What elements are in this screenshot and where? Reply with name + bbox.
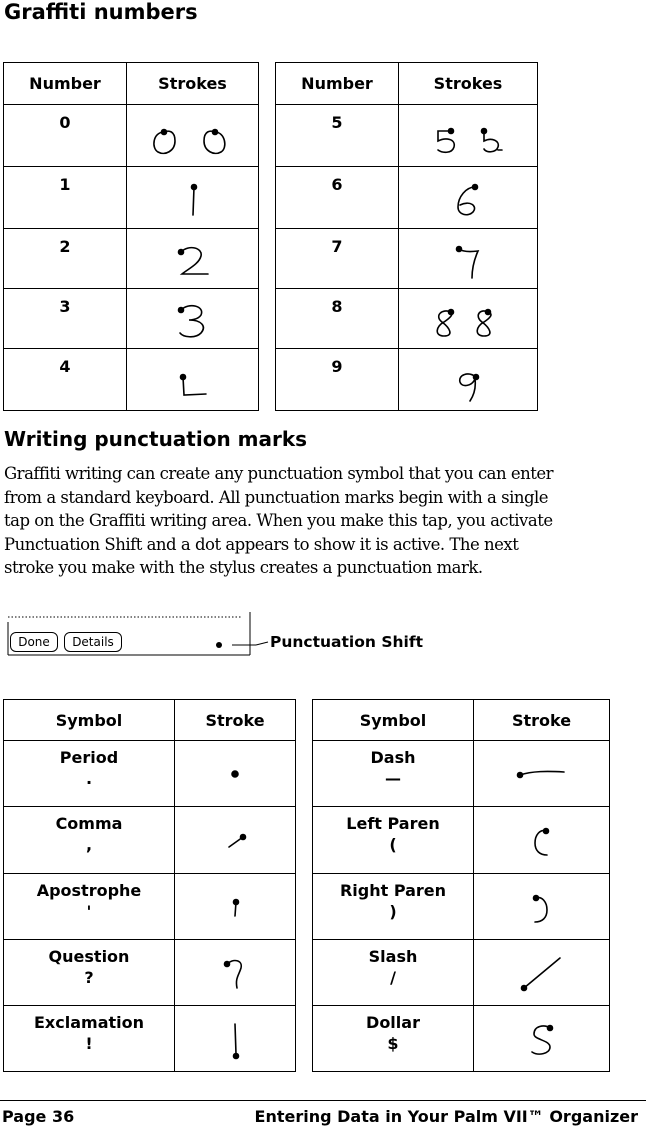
number-label: 8 [276, 289, 399, 349]
right-paren-stroke-icon [533, 895, 547, 922]
stroke-cell [127, 289, 259, 349]
page-number: Page 36 [2, 1107, 75, 1126]
punctuation-table-left [3, 699, 296, 1072]
punctuation-shift-dot-icon [216, 642, 222, 648]
stroke-cell [474, 940, 610, 1006]
symbol-name: Question [48, 947, 130, 966]
number-label: 5 [276, 105, 399, 167]
stroke-cell [127, 105, 259, 167]
punctuation-shift-label: Punctuation Shift [270, 633, 423, 651]
dash-stroke-icon [517, 771, 564, 777]
symbol-cell [4, 940, 175, 1006]
stroke-cell [175, 741, 296, 807]
table-row [4, 741, 296, 807]
dollar-stroke-icon [532, 1025, 553, 1054]
stroke-cell [399, 105, 538, 167]
stroke-cell [175, 807, 296, 874]
stroke-cell [474, 874, 610, 940]
table-row [4, 105, 259, 167]
symbol-cell [313, 874, 474, 940]
six-icon [458, 184, 478, 214]
punctuation-paragraph [4, 462, 640, 580]
five-a-icon [438, 128, 454, 152]
left-paren-stroke-icon [535, 829, 549, 856]
stroke-cell [474, 807, 610, 874]
comma-stroke-icon [229, 835, 246, 848]
slash-stroke-icon [521, 958, 560, 991]
symbol-glyph: ? [84, 968, 94, 987]
page-footer [0, 1100, 646, 1126]
nine-icon [460, 374, 479, 401]
punctuation-shift-figure [6, 610, 426, 660]
symbol-cell [4, 874, 175, 940]
stroke-cell [474, 741, 610, 807]
symbol-glyph: . [85, 769, 93, 788]
symbol-cell [313, 1006, 474, 1072]
symbol-cell [4, 1006, 175, 1072]
column-header-stroke: Stroke [175, 700, 296, 741]
one-icon [191, 184, 196, 215]
symbol-cell [4, 741, 175, 807]
number-label: 6 [276, 167, 399, 229]
table-row [276, 105, 538, 167]
symbol-glyph: , [85, 835, 93, 854]
symbol-name: Apostrophe [36, 881, 142, 900]
symbol-name: Right Paren [339, 881, 447, 900]
symbol-cell [4, 807, 175, 874]
zero-b-icon [204, 129, 225, 153]
table-row [4, 289, 259, 349]
column-header-strokes: Strokes [399, 63, 538, 105]
table-row [4, 1006, 296, 1072]
eight-a-icon [437, 309, 453, 336]
symbol-glyph: ) [389, 902, 397, 921]
paragraph-line: from a standard keyboard. All punctuation marks begin with a single [4, 487, 549, 507]
symbol-glyph: — [385, 769, 401, 788]
column-header-number: Number [276, 63, 399, 105]
column-header-symbol: Symbol [313, 700, 474, 741]
table-row [4, 229, 259, 289]
symbol-glyph: ( [389, 835, 397, 854]
table-row [4, 940, 296, 1006]
symbol-cell [313, 940, 474, 1006]
symbol-name: Period [59, 748, 119, 767]
numbers-table-right [275, 62, 538, 411]
symbol-name: Dollar [366, 1013, 420, 1032]
two-icon [178, 247, 208, 273]
column-header-strokes: Strokes [127, 63, 259, 105]
period-stroke-icon [232, 771, 238, 777]
table-row [313, 741, 610, 807]
symbol-name: Left Paren [346, 814, 440, 833]
number-label: 9 [276, 349, 399, 411]
stroke-cell [175, 874, 296, 940]
column-header-symbol: Symbol [4, 700, 175, 741]
table-row [313, 940, 610, 1006]
table-row [4, 807, 296, 874]
number-label: 0 [4, 105, 127, 167]
chapter-title: Entering Data in Your Palm VII™ Organizer [254, 1107, 638, 1126]
punctuation-table-right [312, 699, 610, 1072]
seven-icon [457, 246, 479, 278]
number-label: 3 [4, 289, 127, 349]
stroke-cell [474, 1006, 610, 1072]
table-row [313, 874, 610, 940]
stroke-cell [127, 229, 259, 289]
table-row [313, 1006, 610, 1072]
paragraph-line: Punctuation Shift and a dot appears to show it is active. The next [4, 534, 519, 554]
stroke-cell [175, 940, 296, 1006]
number-label: 1 [4, 167, 127, 229]
symbol-name: Dash [370, 748, 416, 767]
symbol-glyph: ' [86, 902, 92, 921]
paragraph-line: stroke you make with the stylus creates a punctuation mark. [4, 558, 483, 577]
zero-a-icon [153, 129, 174, 153]
symbol-name: Exclamation [34, 1013, 144, 1032]
number-label: 2 [4, 229, 127, 289]
table-row [276, 289, 538, 349]
table-row [313, 807, 610, 874]
paragraph-line: tap on the Graffiti writing area. When you make this tap, you activate [4, 511, 553, 530]
paragraph-line: Graffiti writing can create any punctuation symbol that you can enter [4, 464, 554, 483]
stroke-cell [399, 167, 538, 229]
number-label: 7 [276, 229, 399, 289]
question-stroke-icon [225, 960, 242, 987]
column-header-stroke: Stroke [474, 700, 610, 741]
symbol-name: Slash [368, 947, 418, 966]
section-title-punctuation: Writing punctuation marks [4, 427, 308, 451]
stroke-cell [127, 349, 259, 411]
column-header-number: Number [4, 63, 127, 105]
three-icon [178, 305, 203, 336]
four-icon [180, 374, 206, 395]
details-button[interactable]: Details [64, 632, 122, 652]
table-row [4, 874, 296, 940]
section-title-graffiti-numbers: Graffiti numbers [4, 0, 198, 24]
table-row [4, 167, 259, 229]
done-button[interactable]: Done [10, 632, 58, 652]
stroke-cell [399, 229, 538, 289]
symbol-glyph: $ [387, 1034, 399, 1053]
table-row [276, 167, 538, 229]
stroke-cell [127, 167, 259, 229]
stroke-cell [399, 349, 538, 411]
number-label: 4 [4, 349, 127, 411]
apostrophe-stroke-icon [234, 899, 239, 916]
symbol-glyph: / [390, 968, 396, 987]
stroke-cell [175, 1006, 296, 1072]
symbol-name: Comma [55, 814, 123, 833]
symbol-cell [313, 741, 474, 807]
exclamation-stroke-icon [234, 1024, 239, 1059]
symbol-glyph: ! [85, 1034, 93, 1053]
table-row [4, 349, 259, 411]
table-row [276, 349, 538, 411]
symbol-cell [313, 807, 474, 874]
stroke-cell [399, 289, 538, 349]
eight-b-icon [477, 309, 491, 336]
table-row [276, 229, 538, 289]
numbers-table-left [3, 62, 259, 411]
five-b-icon [482, 128, 503, 151]
